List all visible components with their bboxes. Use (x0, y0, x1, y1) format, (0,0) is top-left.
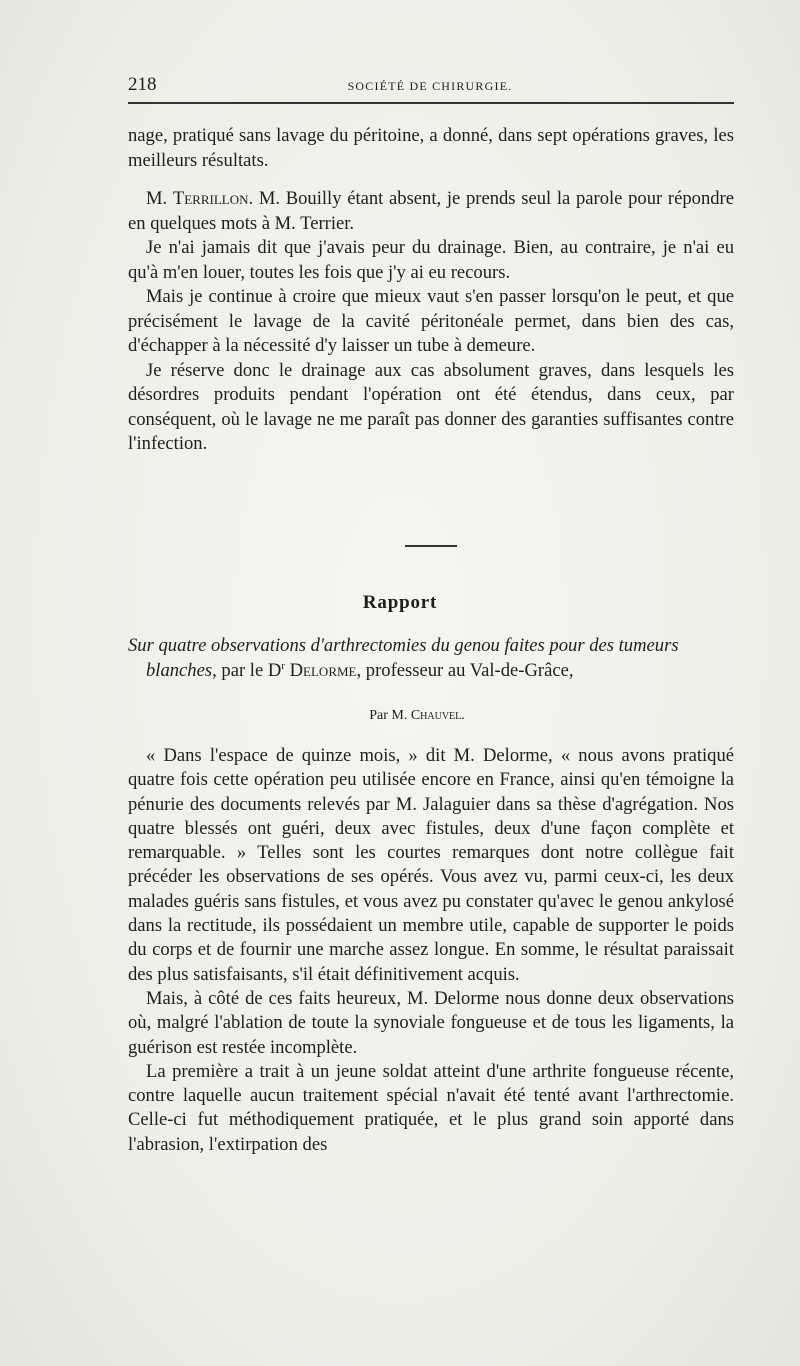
page-number: 218 (128, 74, 157, 95)
paragraph-text: M. Bouilly étant absent, je prends seul la parole pour répondre en quelques mots à M. Terrier. (128, 188, 734, 234)
speaker-prefix: M. (146, 188, 173, 209)
report-text (128, 744, 734, 1157)
speaker-name: Terrillon. (172, 188, 254, 209)
paragraph: Je n'ai jamais dit que j'avais peur du drainage. Bien, au contraire, je n'ai eu qu'à m'en louer, toutes les fois que j'y ai eu recours. (128, 237, 734, 283)
subject-author: Delorme (289, 659, 357, 681)
paragraph: Mais je continue à croire que mieux vaut s'en passer lorsqu'on le peut, et que précisément le lavage de la cavité péritonéale permet, dans bien des cas, d'échapper à la nécessité d'y laisser un tube à demeure. (128, 286, 734, 356)
byline-prefix: Par M. (369, 708, 411, 723)
byline (0, 708, 800, 724)
paragraph: « Dans l'espace de quinze mois, » dit M. Delorme, « nous avons pratiqué quatre fois cette opération peu utilisée encore en France, ainsi qu'en témoigne la pénurie des documents relevés par M. Jalaguier dans sa thèse d'agrégation. Nos quatre blessés ont guéri, deux avec fistules, deux d'une façon complète et remarquable. » Telles sont les courtes remarques dont notre collègue fait précéder les observations de ses opérés. Vous avez vu, parmi ceux-ci, les deux malades guéris sans fistules, et vous avez pu constater qu'avec le genou ankylosé dans la rectitude, ils possédaient un membre utile, capable de supporter le poids du corps et de fournir une marche assez longue. En somme, le résultat paraissait des plus satisfaisants, s'il était définitivement acquis. (128, 745, 734, 985)
subject-sup: r (281, 659, 285, 672)
section-divider (405, 545, 457, 547)
subject-title: Sur quatre observations d'arthrectomies du genou faites pour des tumeurs blanches (128, 635, 679, 681)
header-rule (128, 102, 734, 104)
paragraph: nage, pratiqué sans lavage du péritoine, a donné, dans sept opérations graves, les meilleurs résultats. (128, 125, 734, 171)
subject-rest: , professeur au Val-de-Grâce, (356, 659, 574, 681)
section-title: Rapport (362, 592, 438, 613)
paragraph: La première a trait à un jeune soldat atteint d'une arthrite fongueuse récente, contre laquelle aucun traitement spécial n'avait été tenté avant l'arthrectomie. Celle-ci fut méthodiquement pratiquée, et le plus grand soin apporté dans l'abrasion, l'extirpation des (128, 1060, 734, 1155)
paragraph: Mais, à côté de ces faits heureux, M. Delorme nous donne deux observations où, malgré l'ablation de toute la synoviale fongueuse et de tous les ligaments, la guérison est restée incomplète. (128, 987, 734, 1058)
running-title: SOCIÉTÉ DE CHIRURGIE. (347, 79, 513, 93)
page-header (128, 74, 732, 100)
paragraph-terrillon (128, 187, 734, 236)
byline-name: Chauvel. (410, 708, 465, 723)
paragraph: Je réserve donc le drainage aux cas absolument graves, dans lesquels les désordres produits pendant l'opération ont été étendus, dans ceux, par conséquent, où le lavage ne me paraît pas donner des garanties suffisantes contre l'infection. (128, 359, 734, 454)
intro-text (128, 124, 734, 457)
report-subject (128, 634, 734, 683)
subject-by: , par le D (212, 659, 282, 681)
